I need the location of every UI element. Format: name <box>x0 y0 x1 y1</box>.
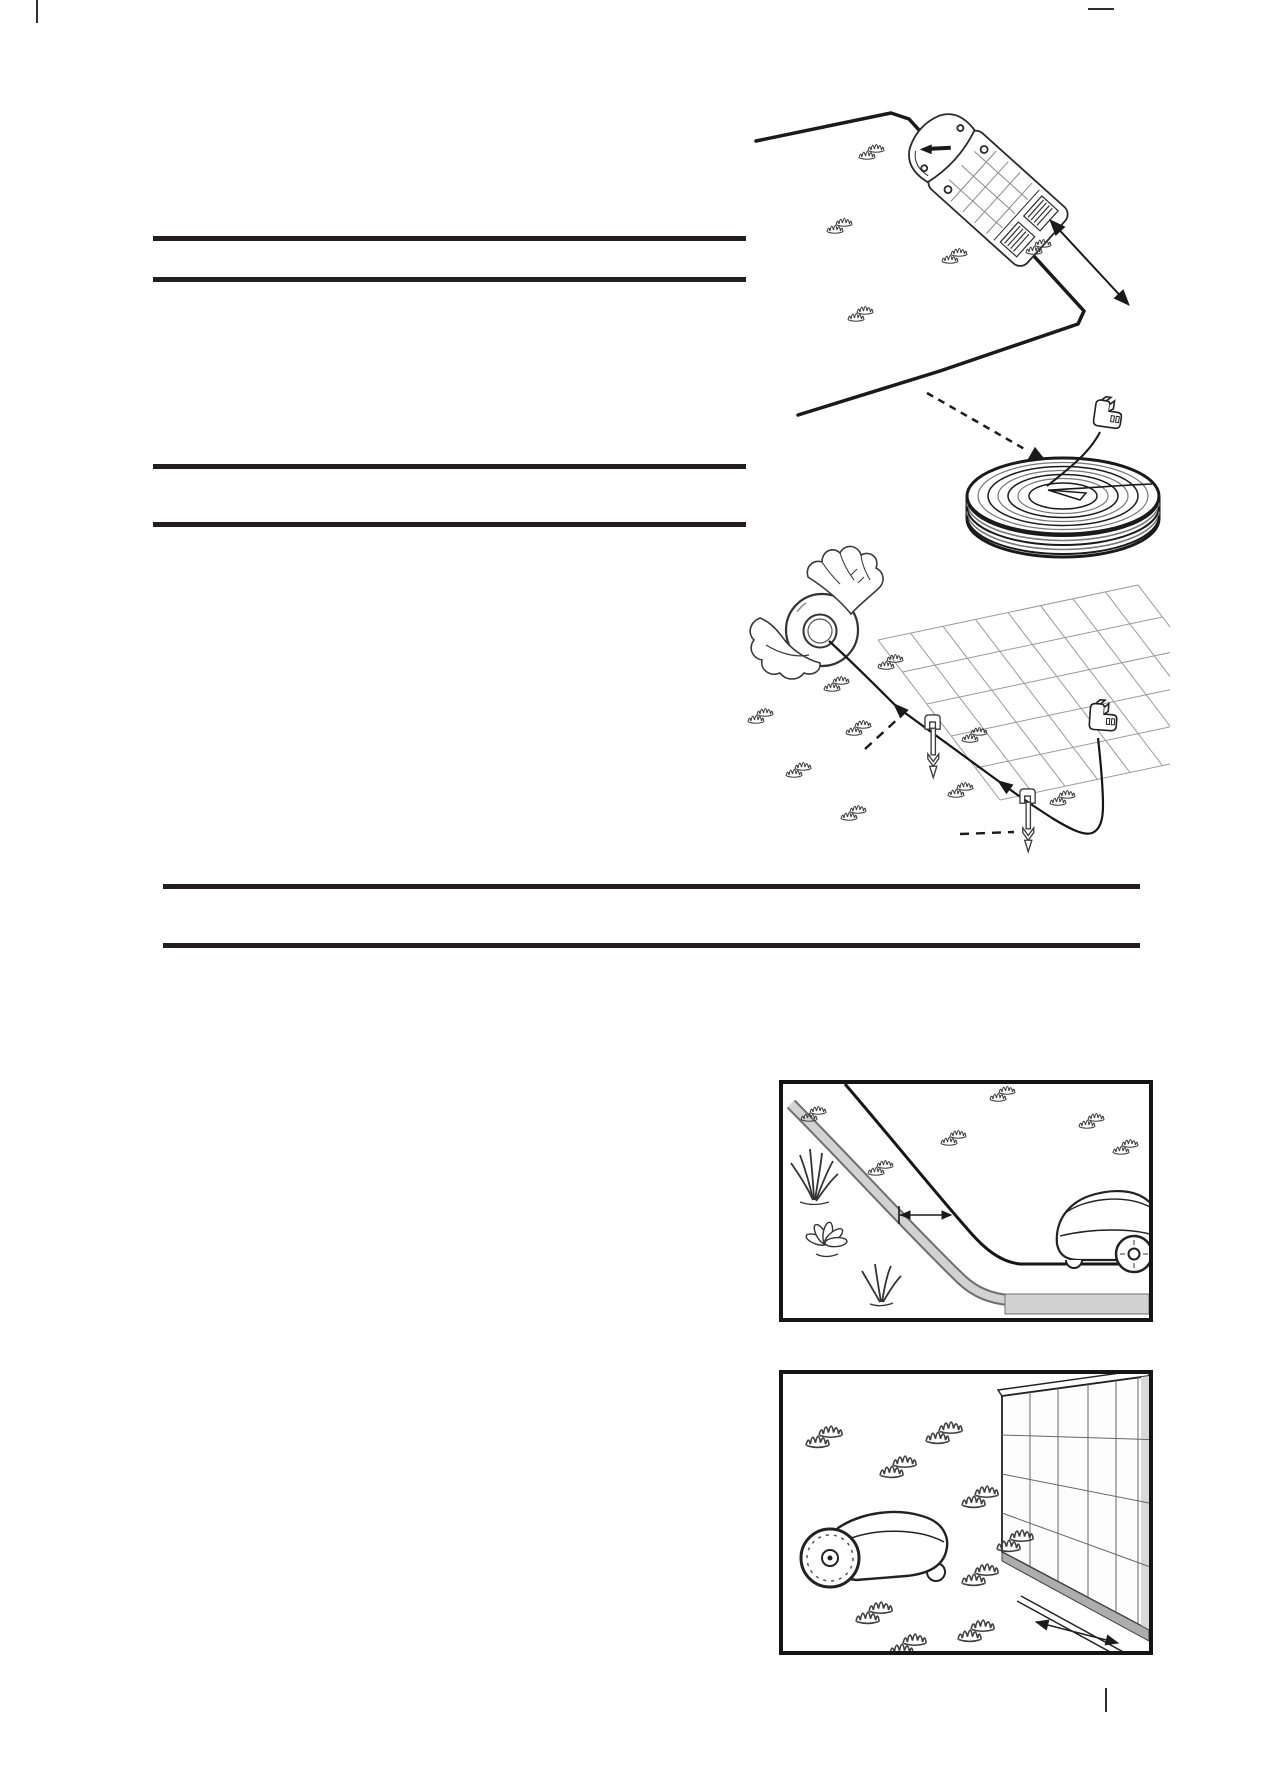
heading-rule-3 <box>153 464 746 469</box>
plants <box>791 1149 901 1306</box>
heading-rule-2 <box>153 277 746 282</box>
heading-rule-4 <box>153 522 746 527</box>
wide-rule-2 <box>163 943 1140 948</box>
figure-laying-wire <box>650 540 1170 880</box>
crop-mark-bottom-right <box>1105 1688 1107 1712</box>
dashed-leader-icon <box>927 393 1047 462</box>
wire-connector-icon <box>1089 699 1118 731</box>
fixing-peg-icon <box>925 715 940 778</box>
graph-grid <box>878 585 1170 800</box>
framed-figure-wall <box>779 1370 1153 1655</box>
charging-station-icon <box>895 100 1071 270</box>
crop-mark-top-left <box>36 0 38 23</box>
heading-rule-1 <box>153 236 746 241</box>
robot-mower-icon <box>1057 1191 1149 1272</box>
robot-mower-icon <box>801 1512 947 1587</box>
crop-mark-top-right <box>1088 8 1114 10</box>
framed-figure-flower-bed <box>779 1080 1153 1322</box>
leafy-plant <box>805 1222 848 1248</box>
wire-connector-icon <box>1093 395 1124 428</box>
measurement-arrow-icon <box>1050 220 1129 305</box>
wall <box>998 1374 1149 1641</box>
wide-rule-1 <box>163 884 1140 889</box>
hands-spool-icon <box>750 546 883 679</box>
fixing-peg-icon <box>1020 789 1035 852</box>
